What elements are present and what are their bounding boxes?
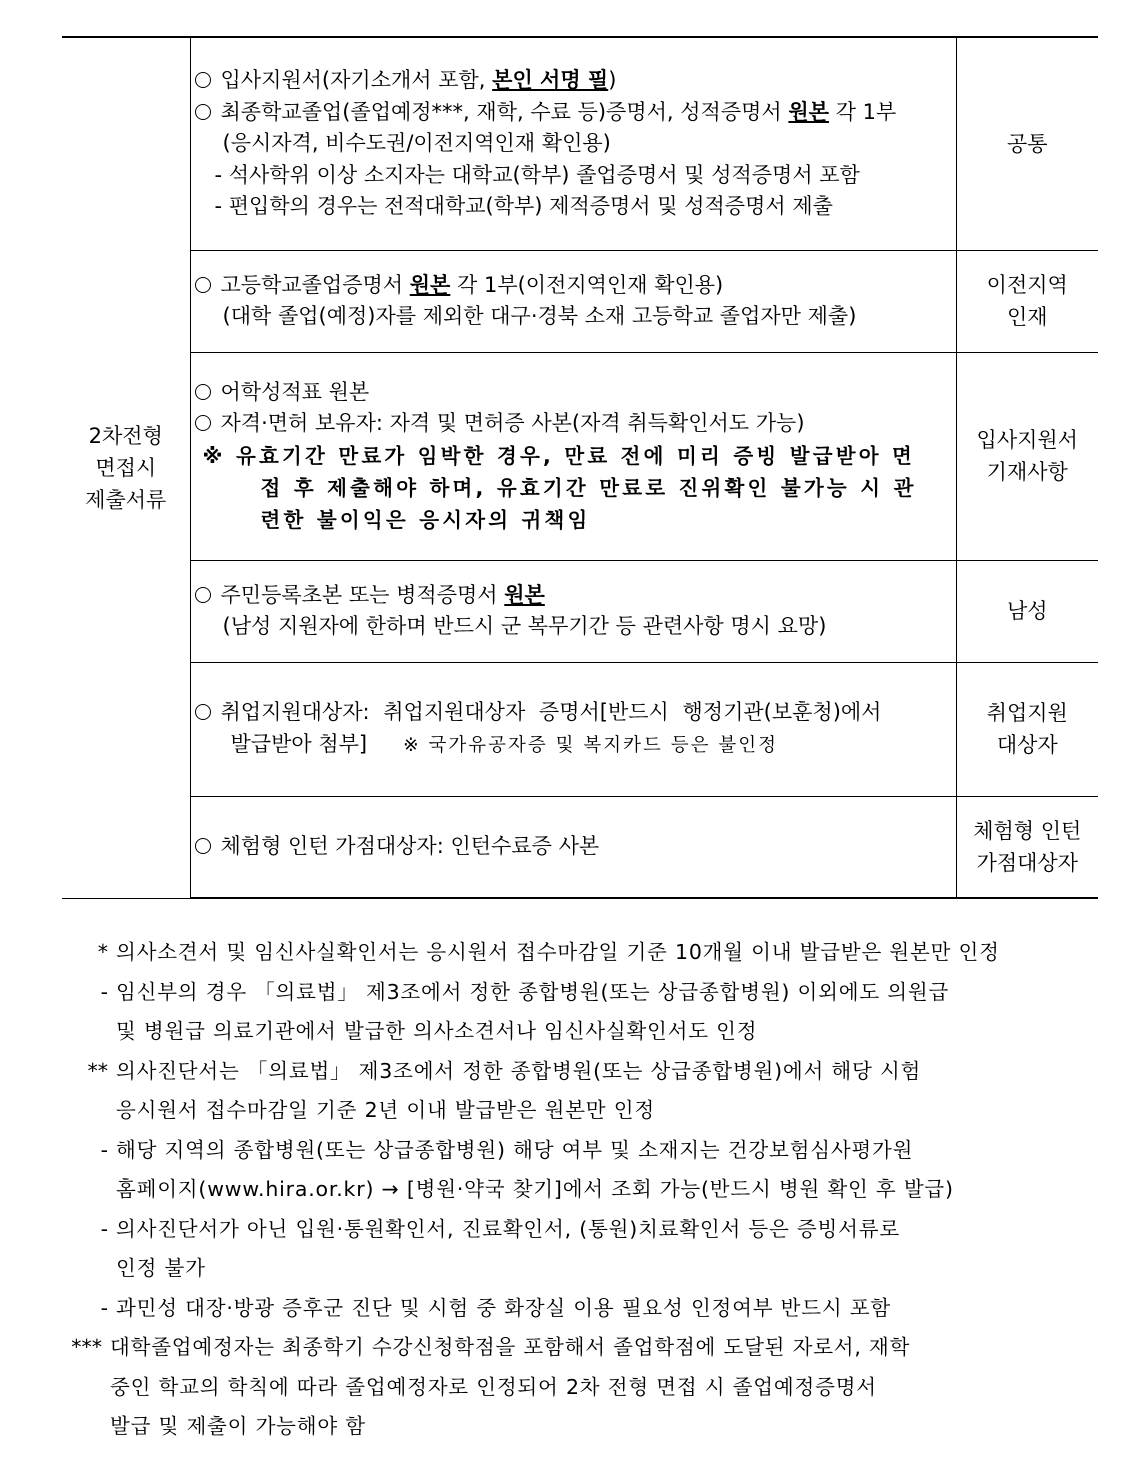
table-row [62,250,1098,352]
bullet-circle-icon [195,704,211,720]
content-cell [190,250,956,352]
category-line: 2차전형 [88,423,163,448]
sub-item: - 편입학의 경우는 전적대학교(학부) 제적증명서 및 성적증명서 제출 [214,194,833,218]
list-item: 입사지원서(자기소개서 포함, 본인 서명 필) [191,65,956,97]
sub-item: - 석사학위 이상 소지자는 대학교(학부) 졸업증명서 및 성적증명서 포함 [214,162,860,187]
category-line: 면접시 [95,455,157,480]
list-item-continuation: (남성 지원자에 한하며 반드시 군 복무기간 등 관련사항 명시 요망) [222,614,827,638]
list-item: 고등학교졸업증명서 원본 각 1부(이전지역인재 확인용) [191,270,956,302]
target-cell: 남성 [956,560,1098,662]
table-row [62,662,1098,796]
requirements-table [62,36,1098,899]
target-cell: 취업지원 대상자 [956,662,1098,796]
footnote: - 해당 지역의 종합병원(또는 상급종합병원) 해당 여부 및 소재지는 건강보험심사평가원 홈페이지(www.hira.or.kr) → [병원·약국 찾기]에서 조회 가능(반드시 병원 확인 후 발급) [100,1137,954,1201]
footnote: *** 대학졸업예정자는 최종학기 수강신청학점을 포함해서 졸업학점에 도달된 자로서, 재학 중인 학교의 학칙에 따라 졸업예정자로 인정되어 2차 전형 면접 시 졸업예정증명서 발급 및 제출이 가능해야 함 [71,1335,911,1438]
footnote: * 의사소견서 및 임신사실확인서는 응시원서 접수마감일 기준 10개월 이내 발급받은 원본만 인정 [97,940,1000,964]
content-cell [190,352,956,560]
content-cell [190,37,956,250]
target-cell: 입사지원서 기재사항 [956,352,1098,560]
list-item: 어학성적표 원본 [191,377,956,409]
footnote: ** 의사진단서는 「의료법」 제3조에서 정한 종합병원(또는 상급종합병원)에서 해당 시험 응시원서 접수마감일 기준 2년 이내 발급받은 원본만 인정 [87,1058,922,1122]
list-item: 자격·면허 보유자: 자격 및 면허증 사본(자격 취득확인서도 가능) [191,408,956,440]
bullet-circle-icon [195,838,211,854]
table-row [62,37,1098,250]
list-item-continuation: (응시자격, 비수도권/이전지역인재 확인용) [222,131,611,155]
category-cell [62,37,190,898]
footnote: - 의사진단서가 아닌 입원·통원확인서, 진료확인서, (통원)치료확인서 등은 증빙서류로 인정 불가 [100,1216,900,1280]
list-item: 체험형 인턴 가점대상자: 인턴수료증 사본 [191,831,956,863]
list-item: 최종학교졸업(졸업예정***, 재학, 수료 등)증명서, 성적증명서 원본 각 1부 [191,97,956,129]
bullet-circle-icon [195,104,211,120]
table-row [62,352,1098,560]
content-cell [190,560,956,662]
validity-note: ※ 유효기간 만료가 임박한 경우, 만료 전에 미리 증빙 발급받아 면 접 후 제출해야 하며, 유효기간 만료로 진위확인 불가능 시 관 련한 불이익은 응시자의 귀책임 [202,443,917,532]
list-item: 주민등록초본 또는 병적증명서 원본 [191,580,956,612]
target-cell: 공통 [956,37,1098,250]
table-row [62,796,1098,898]
list-item: 취업지원대상자: 취업지원대상자 증명서[반드시 행정기관(보훈청)에서 [191,697,956,729]
footnote: - 과민성 대장·방광 증후군 진단 및 시험 중 화장실 이용 필요성 인정여부 반드시 포함 [100,1295,892,1320]
content-cell [190,662,956,796]
target-cell: 이전지역 인재 [956,250,1098,352]
target-cell: 체험형 인턴 가점대상자 [956,796,1098,898]
bullet-circle-icon [195,384,211,400]
content-cell [190,796,956,898]
bullet-circle-icon [195,277,211,293]
list-item-continuation: (대학 졸업(예정)자를 제외한 대구·경북 소재 고등학교 졸업자만 제출) [222,304,857,328]
bullet-circle-icon [195,415,211,431]
bullet-circle-icon [195,587,211,603]
list-item-continuation: 발급받아 첨부] ※ 국가유공자증 및 복지카드 등은 불인정 [230,731,778,756]
table-row [62,560,1098,662]
category-line: 제출서류 [85,487,167,512]
footnotes [62,933,1092,1447]
bullet-circle-icon [195,72,211,88]
footnote: - 임신부의 경우 「의료법」 제3조에서 정한 종합병원(또는 상급종합병원) 이외에도 의원급 및 병원급 의료기관에서 발급한 의사소견서나 임신사실확인서도 인정 [100,979,950,1043]
